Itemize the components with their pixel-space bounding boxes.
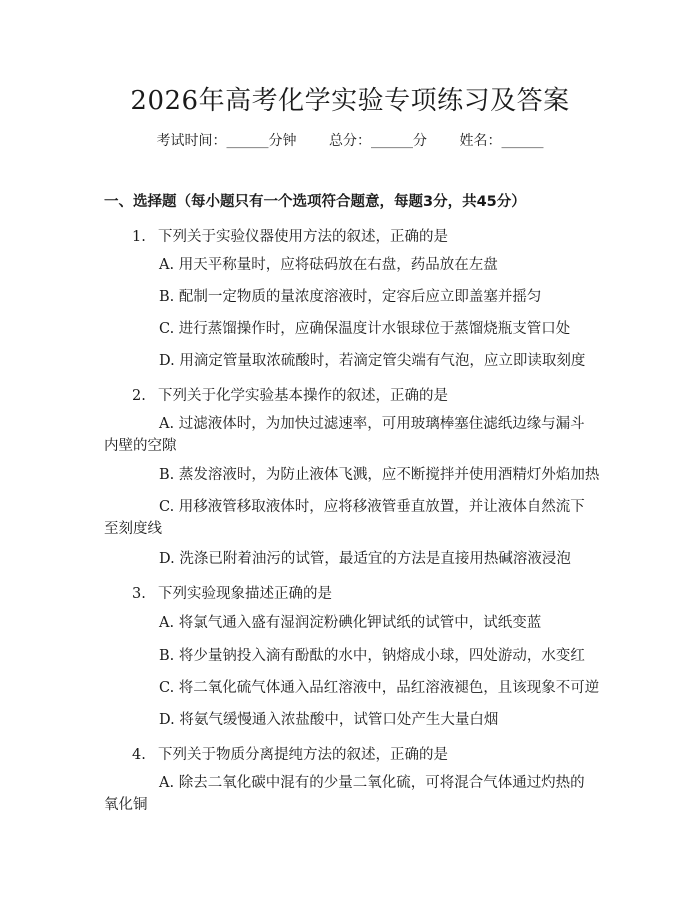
option-1a: A. 用天平称量时，应将砝码放在右盘，药品放在左盘 xyxy=(159,257,498,273)
option-4a: A. 除去二氧化碳中混有的少量二氧化硫，可将混合气体通过灼热的氧化铜 xyxy=(104,775,585,813)
option-3c: C. 将二氧化硫气体通入品红溶液中，品红溶液褪色，且该现象不可逆 xyxy=(159,680,600,696)
option-2b: B. 蒸发溶液时，为防止液体飞溅，应不断搅拌并使用酒精灯外焰加热 xyxy=(159,467,600,483)
question-stem: 下列关于物质分离提纯方法的叙述，正确的是 xyxy=(158,747,448,763)
option-1d: D. 用滴定管量取浓硫酸时，若滴定管尖端有气泡，应立即读取刻度 xyxy=(159,353,586,369)
option-3b: B. 将少量钠投入滴有酚酞的水中，钠熔成小球，四处游动，水变红 xyxy=(159,648,585,664)
page-title: 2026年高考化学实验专项练习及答案 xyxy=(130,86,570,116)
exam-score: 总分：______分 xyxy=(329,133,427,149)
student-name: 姓名：______ xyxy=(459,133,544,149)
option-3a: A. 将氯气通入盛有湿润淀粉碘化钾试纸的试管中，试纸变蓝 xyxy=(159,615,542,631)
question-number: 1. xyxy=(132,229,146,245)
section-heading: 一、选择题（每小题只有一个选项符合题意，每题3分，共45分） xyxy=(104,194,526,210)
option-1c: C. 进行蒸馏操作时，应确保温度计水银球位于蒸馏烧瓶支管口处 xyxy=(159,321,571,337)
question-number: 4. xyxy=(132,747,146,763)
option-3d: D. 将氨气缓慢通入浓盐酸中，试管口处产生大量白烟 xyxy=(159,712,499,728)
question-stem: 下列实验现象描述正确的是 xyxy=(158,586,332,602)
question-stem: 下列关于实验仪器使用方法的叙述，正确的是 xyxy=(158,229,448,245)
option-2d: D. 洗涤已附着油污的试管，最适宜的方法是直接用热碱溶液浸泡 xyxy=(159,551,571,567)
question-1 xyxy=(132,225,448,246)
question-2 xyxy=(132,384,448,405)
question-stem: 下列关于化学实验基本操作的叙述，正确的是 xyxy=(158,388,448,404)
question-4 xyxy=(132,743,448,764)
option-1b: B. 配制一定物质的量浓度溶液时，定容后应立即盖塞并摇匀 xyxy=(159,289,542,305)
option-2a: A. 过滤液体时，为加快过滤速率，可用玻璃棒塞住滤纸边缘与漏斗内壁的空隙 xyxy=(104,416,585,454)
option-2c: C. 用移液管移取液体时，应将移液管垂直放置，并让液体自然流下至刻度线 xyxy=(104,499,585,537)
question-number: 2. xyxy=(132,388,146,404)
question-3 xyxy=(132,582,332,603)
exam-meta xyxy=(0,130,700,150)
exam-time: 考试时间：______分钟 xyxy=(156,133,297,149)
question-number: 3. xyxy=(132,586,146,602)
